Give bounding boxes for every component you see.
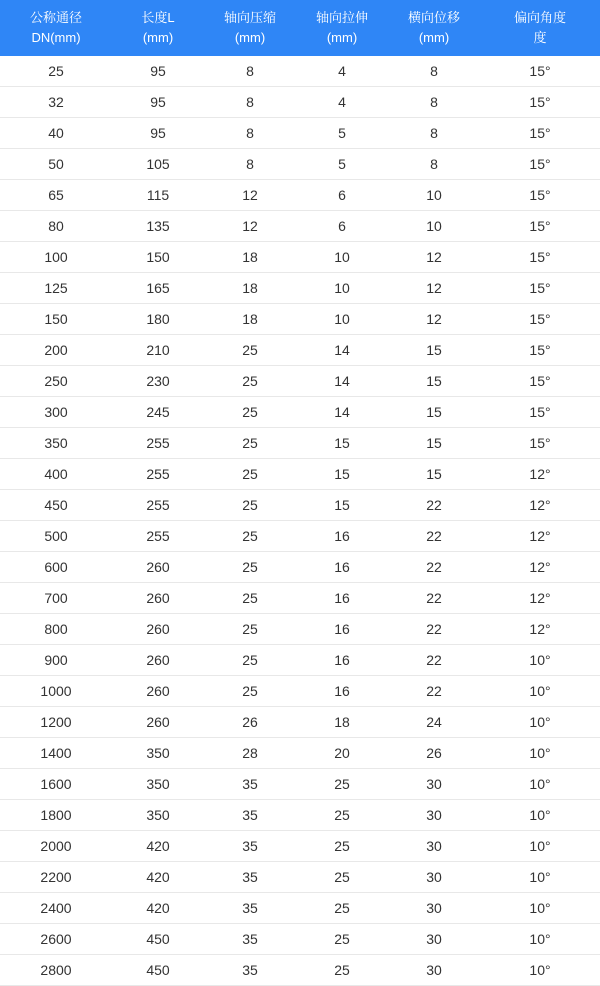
table-cell: 35 <box>204 769 296 800</box>
table-cell: 2000 <box>0 831 112 862</box>
table-cell: 260 <box>112 645 204 676</box>
table-cell: 25 <box>296 862 388 893</box>
table-cell: 8 <box>204 56 296 87</box>
column-header-unit: (mm) <box>326 30 358 45</box>
column-header-title: 轴向拉伸 <box>315 10 368 25</box>
table-cell: 10° <box>480 893 600 924</box>
table-cell: 10° <box>480 676 600 707</box>
table-cell: 400 <box>0 459 112 490</box>
column-header-title: 偏向角度 <box>513 10 566 25</box>
table-cell: 25 <box>204 459 296 490</box>
table-cell: 15° <box>480 335 600 366</box>
table-cell: 8 <box>204 149 296 180</box>
table-row <box>0 242 600 273</box>
table-cell: 15 <box>388 397 480 428</box>
table-row <box>0 831 600 862</box>
table-cell: 22 <box>388 552 480 583</box>
table-cell: 12° <box>480 583 600 614</box>
table-cell: 180 <box>112 304 204 335</box>
table-row <box>0 459 600 490</box>
table-cell: 95 <box>112 56 204 87</box>
table-cell: 25 <box>296 800 388 831</box>
table-cell: 8 <box>388 118 480 149</box>
column-header-axial-compression <box>204 0 296 56</box>
header-row <box>0 0 600 56</box>
table-row <box>0 645 600 676</box>
table-cell: 26 <box>388 738 480 769</box>
table-cell: 15° <box>480 304 600 335</box>
table-cell: 15 <box>388 366 480 397</box>
table-cell: 15 <box>388 428 480 459</box>
table-cell: 4 <box>296 56 388 87</box>
table-cell: 255 <box>112 459 204 490</box>
table-cell: 15 <box>296 428 388 459</box>
table-row <box>0 738 600 769</box>
table-cell: 15° <box>480 211 600 242</box>
table-cell: 16 <box>296 645 388 676</box>
table-cell: 15° <box>480 118 600 149</box>
table-cell: 18 <box>296 707 388 738</box>
table-cell: 6 <box>296 180 388 211</box>
table-row <box>0 583 600 614</box>
table-cell: 8 <box>204 118 296 149</box>
table-row <box>0 118 600 149</box>
table-cell: 250 <box>0 366 112 397</box>
table-cell: 15° <box>480 56 600 87</box>
table-cell: 25 <box>204 335 296 366</box>
table-cell: 1800 <box>0 800 112 831</box>
table-cell: 105 <box>112 149 204 180</box>
table-cell: 25 <box>204 645 296 676</box>
table-cell: 600 <box>0 552 112 583</box>
table-cell: 15° <box>480 273 600 304</box>
table-cell: 210 <box>112 335 204 366</box>
table-cell: 25 <box>296 924 388 955</box>
table-row <box>0 800 600 831</box>
table-cell: 25 <box>204 366 296 397</box>
table-cell: 2600 <box>0 924 112 955</box>
table-cell: 10° <box>480 707 600 738</box>
column-header-unit: DN(mm) <box>31 30 81 45</box>
table-cell: 10 <box>296 242 388 273</box>
table-cell: 15° <box>480 428 600 459</box>
table-cell: 16 <box>296 614 388 645</box>
table-cell: 165 <box>112 273 204 304</box>
table-cell: 12 <box>388 273 480 304</box>
table-cell: 40 <box>0 118 112 149</box>
table-cell: 15° <box>480 87 600 118</box>
table-row <box>0 56 600 87</box>
column-header-title: 长度L <box>141 10 175 25</box>
table-cell: 35 <box>204 893 296 924</box>
table-cell: 200 <box>0 335 112 366</box>
table-cell: 350 <box>112 800 204 831</box>
table-cell: 1200 <box>0 707 112 738</box>
table-cell: 420 <box>112 862 204 893</box>
table-row <box>0 769 600 800</box>
table-row <box>0 428 600 459</box>
table-cell: 10° <box>480 645 600 676</box>
table-row <box>0 304 600 335</box>
table-cell: 350 <box>112 769 204 800</box>
table-cell: 125 <box>0 273 112 304</box>
table-cell: 230 <box>112 366 204 397</box>
table-cell: 10 <box>388 180 480 211</box>
table-cell: 260 <box>112 676 204 707</box>
table-row <box>0 614 600 645</box>
table-cell: 255 <box>112 490 204 521</box>
column-header-title: 轴向压缩 <box>223 10 276 25</box>
table-cell: 30 <box>388 924 480 955</box>
table-cell: 14 <box>296 366 388 397</box>
table-row <box>0 676 600 707</box>
table-cell: 24 <box>388 707 480 738</box>
column-header-unit: (mm) <box>142 30 174 45</box>
table-cell: 1400 <box>0 738 112 769</box>
table-cell: 25 <box>0 56 112 87</box>
column-header-title: 公称通径 <box>29 10 82 25</box>
table-cell: 260 <box>112 614 204 645</box>
column-header-axial-extension <box>296 0 388 56</box>
table-cell: 25 <box>204 490 296 521</box>
table-cell: 115 <box>112 180 204 211</box>
table-cell: 35 <box>204 831 296 862</box>
table-cell: 420 <box>112 893 204 924</box>
table-cell: 300 <box>0 397 112 428</box>
table-cell: 15° <box>480 242 600 273</box>
table-cell: 14 <box>296 335 388 366</box>
table-row <box>0 490 600 521</box>
table-cell: 8 <box>204 87 296 118</box>
table-cell: 8 <box>388 149 480 180</box>
column-header-nominal-diameter <box>0 0 112 56</box>
table-row <box>0 149 600 180</box>
table-cell: 100 <box>0 242 112 273</box>
table-cell: 22 <box>388 521 480 552</box>
table-cell: 25 <box>296 955 388 986</box>
table-row <box>0 955 600 986</box>
table-cell: 50 <box>0 149 112 180</box>
table-cell: 8 <box>388 56 480 87</box>
table-cell: 95 <box>112 87 204 118</box>
table-cell: 15 <box>296 459 388 490</box>
table-cell: 10 <box>388 211 480 242</box>
table-cell: 16 <box>296 552 388 583</box>
table-row <box>0 862 600 893</box>
column-header-length <box>112 0 204 56</box>
table-cell: 22 <box>388 614 480 645</box>
column-header-unit: (mm) <box>418 30 450 45</box>
column-header-deflection-angle <box>480 0 600 56</box>
table-cell: 10° <box>480 955 600 986</box>
table-row <box>0 211 600 242</box>
table-cell: 25 <box>204 552 296 583</box>
table-cell: 30 <box>388 955 480 986</box>
table-cell: 700 <box>0 583 112 614</box>
table-cell: 15° <box>480 149 600 180</box>
table-cell: 20 <box>296 738 388 769</box>
table-cell: 18 <box>204 242 296 273</box>
table-cell: 450 <box>0 490 112 521</box>
table-cell: 25 <box>204 614 296 645</box>
table-cell: 26 <box>204 707 296 738</box>
table-cell: 30 <box>388 831 480 862</box>
table-cell: 22 <box>388 490 480 521</box>
table-cell: 15 <box>296 490 388 521</box>
table-cell: 35 <box>204 924 296 955</box>
table-cell: 12° <box>480 521 600 552</box>
table-cell: 28 <box>204 738 296 769</box>
table-cell: 10° <box>480 831 600 862</box>
table-cell: 35 <box>204 955 296 986</box>
table-cell: 35 <box>204 800 296 831</box>
table-cell: 15° <box>480 180 600 211</box>
table-row <box>0 893 600 924</box>
table-cell: 12° <box>480 459 600 490</box>
table-row <box>0 521 600 552</box>
column-header-unit: (mm) <box>234 30 266 45</box>
table-cell: 10° <box>480 800 600 831</box>
table-row <box>0 707 600 738</box>
table-cell: 15 <box>388 459 480 490</box>
table-cell: 18 <box>204 304 296 335</box>
table-cell: 255 <box>112 428 204 459</box>
table-cell: 245 <box>112 397 204 428</box>
table-cell: 1000 <box>0 676 112 707</box>
table-cell: 12 <box>204 211 296 242</box>
table-cell: 25 <box>204 676 296 707</box>
table-cell: 10 <box>296 273 388 304</box>
table-row <box>0 366 600 397</box>
table-cell: 18 <box>204 273 296 304</box>
table-cell: 10° <box>480 862 600 893</box>
table-cell: 16 <box>296 583 388 614</box>
table-cell: 25 <box>296 831 388 862</box>
table-body <box>0 56 600 986</box>
table-row <box>0 273 600 304</box>
table-cell: 150 <box>112 242 204 273</box>
table-cell: 16 <box>296 676 388 707</box>
table-cell: 420 <box>112 831 204 862</box>
table-cell: 12 <box>388 304 480 335</box>
table-cell: 255 <box>112 521 204 552</box>
table-cell: 30 <box>388 769 480 800</box>
table-cell: 95 <box>112 118 204 149</box>
table-cell: 900 <box>0 645 112 676</box>
table-cell: 350 <box>112 738 204 769</box>
column-header-unit: 度 <box>533 30 547 45</box>
table-cell: 2200 <box>0 862 112 893</box>
table-cell: 32 <box>0 87 112 118</box>
table-cell: 30 <box>388 800 480 831</box>
table-row <box>0 552 600 583</box>
table-cell: 350 <box>0 428 112 459</box>
table-row <box>0 335 600 366</box>
table-cell: 25 <box>204 521 296 552</box>
table-cell: 10° <box>480 769 600 800</box>
table-cell: 30 <box>388 893 480 924</box>
table-cell: 80 <box>0 211 112 242</box>
table-cell: 22 <box>388 583 480 614</box>
table-row <box>0 87 600 118</box>
table-cell: 800 <box>0 614 112 645</box>
table-cell: 22 <box>388 645 480 676</box>
table-cell: 35 <box>204 862 296 893</box>
table-cell: 135 <box>112 211 204 242</box>
table-cell: 14 <box>296 397 388 428</box>
table-row <box>0 924 600 955</box>
table-cell: 2400 <box>0 893 112 924</box>
table-row <box>0 180 600 211</box>
table-cell: 500 <box>0 521 112 552</box>
table-cell: 4 <box>296 87 388 118</box>
table-cell: 15° <box>480 366 600 397</box>
table-header <box>0 0 600 56</box>
table-cell: 22 <box>388 676 480 707</box>
table-cell: 6 <box>296 211 388 242</box>
table-cell: 16 <box>296 521 388 552</box>
table-cell: 15° <box>480 397 600 428</box>
table-cell: 12 <box>204 180 296 211</box>
table-cell: 150 <box>0 304 112 335</box>
table-cell: 1600 <box>0 769 112 800</box>
table-cell: 65 <box>0 180 112 211</box>
table-cell: 260 <box>112 583 204 614</box>
table-cell: 10° <box>480 738 600 769</box>
table-cell: 30 <box>388 862 480 893</box>
column-header-title: 横向位移 <box>407 10 460 25</box>
table-cell: 12° <box>480 552 600 583</box>
table-cell: 10° <box>480 924 600 955</box>
table-cell: 260 <box>112 552 204 583</box>
table-cell: 2800 <box>0 955 112 986</box>
table-cell: 12° <box>480 490 600 521</box>
table-row <box>0 397 600 428</box>
table-cell: 450 <box>112 924 204 955</box>
table-cell: 25 <box>204 428 296 459</box>
table-cell: 8 <box>388 87 480 118</box>
table-cell: 25 <box>296 893 388 924</box>
table-cell: 260 <box>112 707 204 738</box>
table-cell: 5 <box>296 149 388 180</box>
column-header-lateral-displacement <box>388 0 480 56</box>
table-cell: 25 <box>204 397 296 428</box>
table-cell: 25 <box>204 583 296 614</box>
table-cell: 25 <box>296 769 388 800</box>
table-cell: 15 <box>388 335 480 366</box>
table-cell: 5 <box>296 118 388 149</box>
table-cell: 10 <box>296 304 388 335</box>
table-cell: 450 <box>112 955 204 986</box>
table-cell: 12 <box>388 242 480 273</box>
table-cell: 12° <box>480 614 600 645</box>
